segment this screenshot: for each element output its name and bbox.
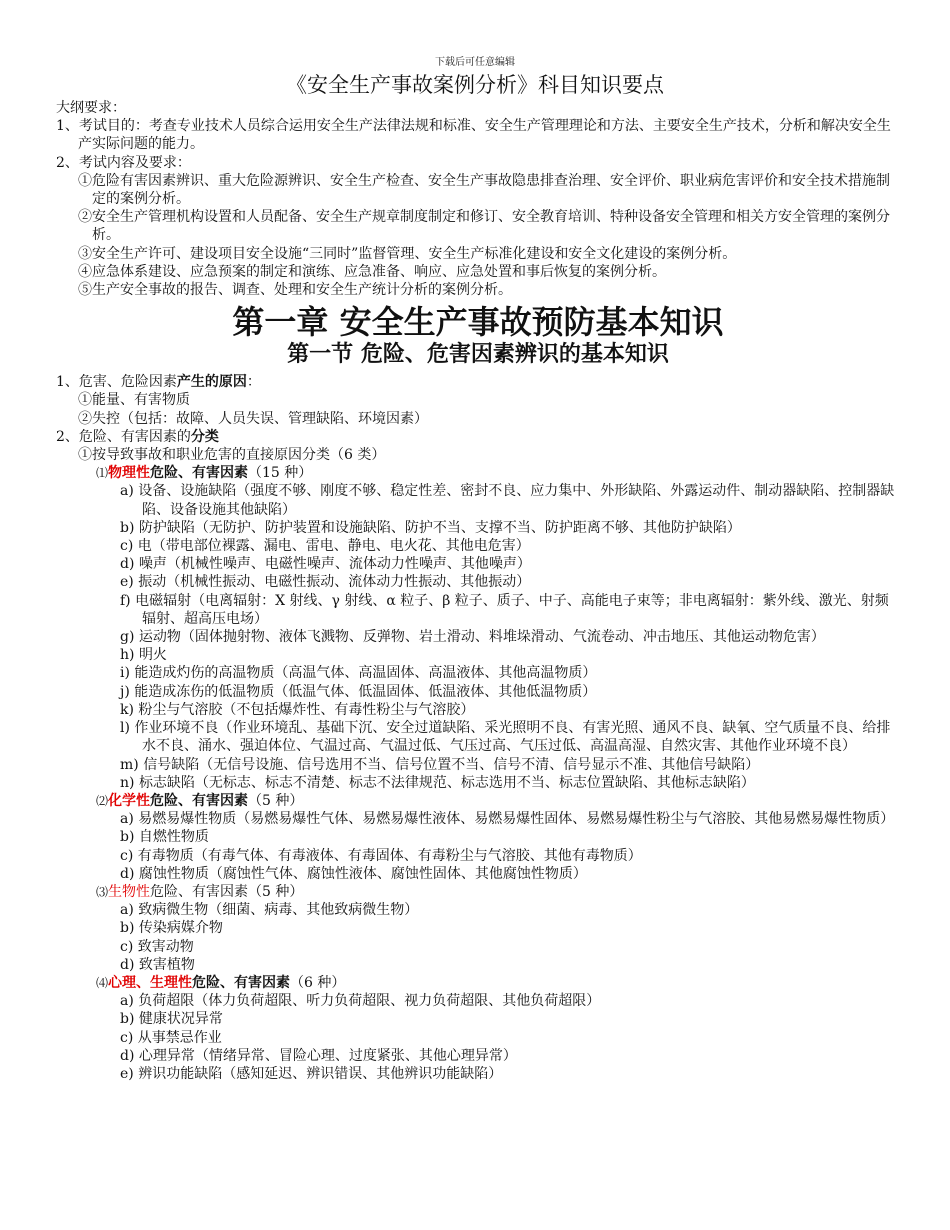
hazard-item-text: 从事禁忌作业	[137, 1029, 222, 1046]
hazard-item-text: 防护缺陷（无防护、防护装置和设施缺陷、防护不当、支撑不当、防护距离不够、其他防护缺陷）	[138, 519, 741, 536]
hazard-item	[120, 628, 900, 646]
hazard-item	[120, 555, 900, 573]
point-2: 2、危险、有害因素的分类	[56, 428, 219, 445]
hazard-item-marker: a)	[120, 902, 134, 919]
outline-subitem-text: 应急体系建设、应急预案的制定和演练、应急准备、响应、应急处置和事后恢复的案例分析。	[92, 263, 666, 280]
hazard-item	[120, 956, 900, 974]
category-chemical-list	[56, 810, 900, 883]
hazard-item-text: 心理异常（情绪异常、冒险心理、过度紧张、其他心理异常）	[138, 1047, 517, 1064]
hazard-item	[120, 865, 900, 883]
hazard-item-marker: n)	[120, 774, 135, 791]
hazard-item	[120, 774, 900, 792]
hazard-item	[120, 1065, 900, 1083]
hazard-item	[120, 482, 900, 518]
category-chemical-heading: ⑵化学性危险、有害因素（5 种）	[96, 792, 304, 809]
hazard-item-marker: c)	[120, 538, 134, 555]
hazard-item	[120, 1047, 900, 1065]
document-title: 《安全生产事故案例分析》科目知识要点	[286, 73, 664, 97]
outline-item-marker: 1、	[56, 118, 79, 135]
hazard-item	[120, 919, 900, 937]
hazard-item	[120, 701, 900, 719]
category-biological-heading: ⑶生物性危险、有害因素（5 种）	[96, 883, 304, 900]
outline-heading: 大纲要求：	[56, 100, 126, 116]
outline-subitem	[78, 263, 900, 281]
hazard-item-marker: d)	[120, 556, 135, 573]
hazard-item	[120, 592, 900, 628]
hazard-item-marker: g)	[120, 629, 135, 646]
outline-subitem-text: 危险有害因素辨识、重大危险源辨识、安全生产检查、安全生产事故隐患排查治理、安全评价、职业病危害评价和安全技术措施制定的案例分析。	[92, 172, 890, 208]
hazard-item	[120, 573, 900, 591]
outline-subitem	[78, 172, 900, 208]
hazard-item	[120, 992, 900, 1010]
hazard-item-marker: h)	[120, 647, 135, 664]
hazard-item	[120, 646, 900, 664]
outline-subitem-marker: ④	[78, 263, 92, 280]
point-1-list	[56, 391, 900, 427]
hazard-item-text: 振动（机械性振动、电磁性振动、流体动力性振动、其他振动）	[138, 574, 531, 591]
hazard-item	[120, 901, 900, 919]
hazard-item-text: 信号缺陷（无信号设施、信号选用不当、信号位置不当、信号不清、信号显示不准、其他信号缺陷）	[143, 756, 760, 773]
hazard-item	[120, 938, 900, 956]
outline-item-text: 考试目的：考查专业技术人员综合运用安全生产法律法规和标准、安全生产管理理论和方法、主要安全生产技术，分析和解决安全生产实际问题的能力。	[78, 118, 891, 153]
outline-subitem-marker: ⑤	[78, 282, 92, 299]
category-physical-heading: ⑴物理性危险、有害因素（15 种）	[96, 465, 313, 482]
list-item-marker: ②	[78, 410, 92, 427]
outline-item	[56, 154, 900, 172]
hazard-item-marker: k)	[120, 701, 134, 718]
section-title: 第一节 危险、危害因素辨识的基本知识	[287, 342, 669, 368]
hazard-item-marker: b)	[120, 1011, 135, 1028]
hazard-item-marker: e)	[120, 574, 134, 591]
chapter-title: 第一章 安全生产事故预防基本知识	[232, 303, 724, 342]
hazard-item-text: 噪声（机械性噪声、电磁性噪声、流体动力性噪声、其他噪声）	[138, 556, 531, 573]
hazard-item-text: 电磁辐射（电离辐射：X 射线、γ 射线、α 粒子、β 粒子、质子、中子、高能电子束等；非电离辐射：紫外线、激光、射频辐射、超高压电场）	[135, 592, 889, 627]
category-psych-heading: ⑷心理、生理性危险、有害因素（6 种）	[96, 974, 346, 991]
hazard-item	[120, 828, 900, 846]
list-item	[78, 410, 900, 428]
hazard-item-text: 致病微生物（细菌、病毒、其他致病微生物）	[138, 902, 419, 919]
hazard-item-text: 有毒物质（有毒气体、有毒液体、有毒固体、有毒粉尘与气溶胶、其他有毒物质）	[137, 847, 642, 864]
outline-item-text: 考试内容及要求：	[78, 154, 191, 171]
hazard-item-marker: c)	[120, 1029, 134, 1046]
list-item-marker: ①	[78, 392, 92, 409]
hazard-item-text: 粉尘与气溶胶（不包括爆炸性、有毒性粉尘与气溶胶）	[138, 701, 475, 718]
hazard-item	[120, 1010, 900, 1028]
hazard-item-text: 作业环境不良（作业环境乱、基础下沉、安全过道缺陷、采光照明不良、有害光照、通风不良、缺氧、空气质量不良、给排水不良、涌水、强迫体位、气温过高、气温过低、气压过高、气压过低、高温高湿、自然灾害、其他作业环境不良）	[134, 720, 891, 755]
hazard-item-marker: c)	[120, 847, 134, 864]
hazard-item-marker: e)	[120, 1065, 134, 1082]
outline-subitem	[78, 245, 900, 263]
hazard-item-marker: a)	[120, 811, 134, 828]
hazard-item-marker: a)	[120, 993, 134, 1010]
hazard-item	[120, 537, 900, 555]
hazard-item	[120, 683, 900, 701]
outline-subitem-text: 生产安全事故的报告、调查、处理和安全生产统计分析的案例分析。	[92, 282, 512, 299]
header-note: 下载后可任意编辑	[435, 57, 515, 68]
hazard-item-marker: b)	[120, 519, 135, 536]
hazard-item	[120, 519, 900, 537]
hazard-item-text: 健康状况异常	[138, 1011, 223, 1028]
hazard-item-text: 负荷超限（体力负荷超限、听力负荷超限、视力负荷超限、其他负荷超限）	[138, 993, 601, 1010]
hazard-item-text: 腐蚀性物质（腐蚀性气体、腐蚀性液体、腐蚀性固体、其他腐蚀性物质）	[138, 865, 587, 882]
hazard-item-marker: i)	[120, 665, 130, 682]
hazard-item-text: 能造成灼伤的高温物质（高温气体、高温固体、高温液体、其他高温物质）	[134, 665, 597, 682]
hazard-item	[120, 664, 900, 682]
list-item	[78, 391, 900, 409]
outline-subitem-marker: ①	[78, 172, 92, 189]
hazard-item-marker: f)	[120, 592, 131, 609]
outline-item	[56, 117, 900, 153]
outline-item-marker: 2、	[56, 154, 79, 171]
hazard-item	[120, 1029, 900, 1047]
category-biological-list	[56, 901, 900, 974]
point-1: 1、危害、危险因素产生的原因：	[56, 374, 261, 391]
hazard-item-marker: m)	[120, 756, 139, 773]
hazard-item-marker: a)	[120, 483, 134, 500]
category-physical-list	[56, 482, 900, 791]
hazard-item-marker: d)	[120, 1047, 135, 1064]
hazard-item-text: 标志缺陷（无标志、标志不清楚、标志不法律规范、标志选用不当、标志位置缺陷、其他标志缺陷）	[138, 774, 755, 791]
document-body	[0, 99, 950, 1083]
hazard-item-text: 明火	[138, 647, 167, 664]
hazard-item-text: 电（带电部位裸露、漏电、雷电、静电、电火花、其他电危害）	[137, 538, 530, 555]
outline-subitem-text: 安全生产管理机构设置和人员配备、安全生产规章制度制定和修订、安全教育培训、特种设备安全管理和相关方安全管理的案例分析。	[92, 209, 890, 244]
point-2-sub: ①按导致事故和职业危害的直接原因分类（6 类）	[78, 447, 386, 464]
hazard-item-marker: d)	[120, 865, 135, 882]
hazard-item-marker: d)	[120, 956, 135, 973]
hazard-item-text: 传染病媒介物	[138, 920, 223, 937]
hazard-item-text: 辨识功能缺陷（感知延迟、辨识错误、其他辨识功能缺陷）	[138, 1065, 503, 1082]
hazard-item	[120, 719, 900, 755]
hazard-item-marker: l)	[120, 720, 130, 737]
hazard-item-text: 致害植物	[138, 956, 195, 973]
hazard-item-marker: b)	[120, 829, 135, 846]
outline-subitem	[78, 208, 900, 244]
hazard-item-marker: b)	[120, 920, 135, 937]
hazard-item-text: 致害动物	[137, 938, 194, 955]
hazard-item	[120, 810, 900, 828]
hazard-item-text: 能造成冻伤的低温物质（低温气体、低温固体、低温液体、其他低温物质）	[134, 683, 597, 700]
outline-subitem-marker: ③	[78, 245, 92, 262]
hazard-item-marker: j)	[120, 683, 130, 700]
list-item-text: 失控（包括：故障、人员失误、管理缺陷、环境因素）	[92, 410, 428, 427]
hazard-item-text: 运动物（固体抛射物、液体飞溅物、反弹物、岩土滑动、料堆垛滑动、气流卷动、冲击地压、其他运动物危害）	[138, 629, 825, 646]
outline-subitem-text: 安全生产许可、建设项目安全设施“三同时”监督管理、安全生产标准化建设和安全文化建设的案例分析。	[92, 245, 737, 262]
hazard-item-text: 易燃易爆性物质（易燃易爆性气体、易燃易爆性液体、易燃易爆性固体、易燃易爆性粉尘与气溶胶、其他易燃易爆性物质）	[138, 811, 895, 828]
hazard-item	[120, 847, 900, 865]
hazard-item-text: 设备、设施缺陷（强度不够、刚度不够、稳定性差、密封不良、应力集中、外形缺陷、外露运动件、制动器缺陷、控制器缺陷、设备设施其他缺陷）	[138, 483, 895, 518]
category-psych-list	[56, 992, 900, 1083]
outline-sublist	[56, 172, 900, 299]
outline-list	[56, 117, 900, 172]
list-item-text: 能量、有害物质	[92, 392, 190, 409]
outline-subitem	[78, 281, 900, 299]
hazard-item-text: 自燃性物质	[138, 829, 209, 846]
outline-subitem-marker: ②	[78, 209, 92, 226]
hazard-item	[120, 756, 900, 774]
hazard-item-marker: c)	[120, 938, 134, 955]
